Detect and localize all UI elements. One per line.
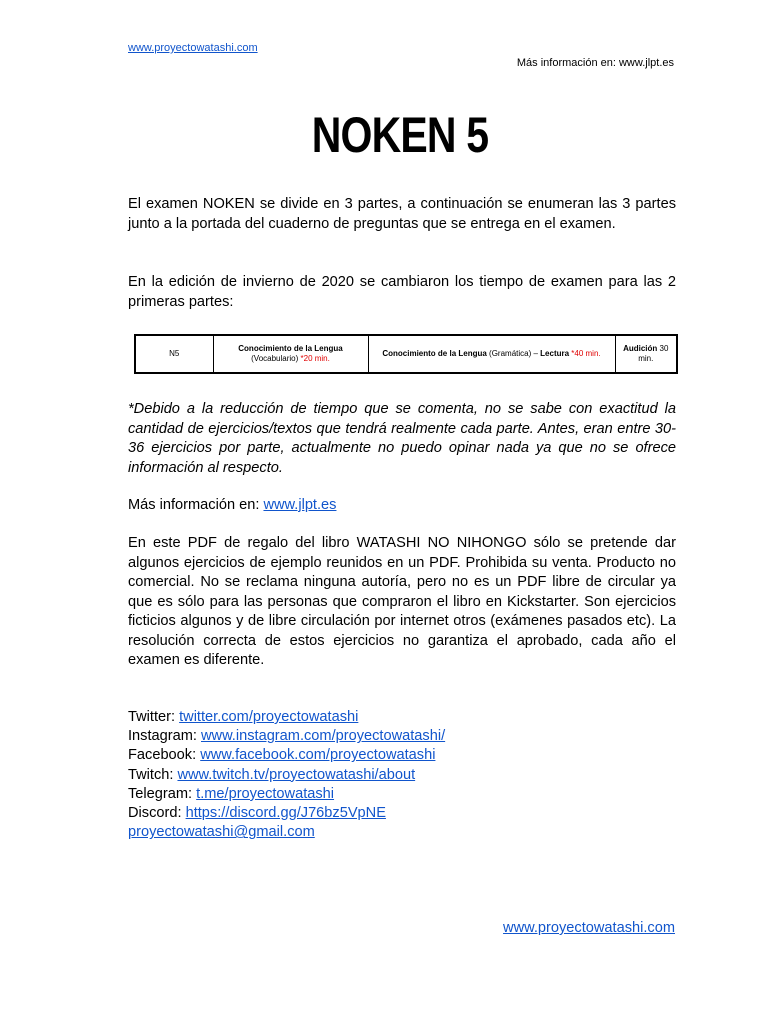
cell-red-time: *20 min. [300, 354, 330, 363]
facebook-link[interactable]: www.facebook.com/proyectowatashi [200, 747, 436, 764]
telegram-link[interactable]: t.me/proyectowatashi [196, 785, 335, 802]
cell-normal-text: 30 min. [638, 344, 669, 363]
change-paragraph: En la edición de invierno de 2020 se cambiaron los tiempo de examen para las 2 primeras partes: [128, 274, 676, 310]
table-cell-listening [615, 335, 677, 373]
cell-bold-text: Conocimiento de la Lengua [382, 349, 487, 358]
table-row [135, 335, 677, 373]
twitch-link[interactable]: www.twitch.tv/proyectowatashi/about [177, 766, 416, 783]
contact-instagram [128, 727, 445, 746]
contact-twitter [128, 708, 445, 727]
note-paragraph: *Debido a la reducción de tiempo que se comenta, no se sabe con exactitud la cantidad de ejercicios/textos que tendrá realmente cada parte. Antes, eran entre 30-36 ejercicios por parte, actualmente no puedo opinar nada ya que no se ofrece información al respecto. [128, 401, 676, 476]
jlpt-link[interactable]: www.jlpt.es [263, 497, 337, 513]
contact-email [128, 823, 445, 842]
contact-list [128, 708, 445, 842]
cell-normal-text: (Vocabulario) [251, 354, 301, 363]
twitter-link[interactable]: twitter.com/proyectowatashi [179, 709, 359, 725]
instagram-link[interactable]: www.instagram.com/proyectowatashi/ [201, 728, 446, 745]
page-title: NOKEN 5 [311, 107, 489, 163]
cell-bold-text: Conocimiento de la Lengua [238, 344, 343, 353]
email-link[interactable]: proyectowatashi@gmail.com [128, 824, 315, 841]
table-cell-vocabulary [213, 335, 368, 373]
contact-label: Twitch: [128, 766, 178, 783]
cell-bold-text: Audición [623, 344, 658, 353]
disclaimer-paragraph: En este PDF de regalo del libro WATASHI NO NIHONGO sólo se pretende dar algunos ejercicios de ejemplo reunidos en un PDF. Prohibida su venta. Producto no comercial. No se reclama ninguna autoría, pero no es un PDF libre de circular ya que es sólo para las personas que compraron el libro en Kickstarter. Son ejercicios ficticios algunos y de libre circulación por internet otros (exámenes pasados etc). La resolución correcta de estos ejercicios no garantiza el aprobado, cada año el examen es diferente. [128, 535, 676, 668]
contact-label: Telegram: [128, 785, 197, 802]
contact-label: Twitter: [128, 709, 180, 725]
more-info-line [128, 496, 676, 516]
contact-label: Instagram: [128, 728, 201, 745]
contact-label: Facebook: [128, 747, 201, 764]
cell-red-time: *40 min. [569, 349, 601, 358]
exam-times-table [134, 334, 678, 374]
contact-label: Discord: [128, 805, 186, 822]
footer-site-link[interactable]: www.proyectowatashi.com [503, 920, 675, 936]
contact-twitch [128, 766, 445, 785]
contact-telegram [128, 785, 445, 804]
table-cell-grammar-reading [368, 335, 615, 373]
cell-bold-text-2: Lectura [540, 349, 570, 358]
contact-discord [128, 804, 445, 823]
more-info-label: Más información en: [128, 497, 264, 513]
cell-normal-text: (Gramática) – [486, 349, 541, 358]
contact-facebook [128, 746, 445, 765]
table-cell-level: N5 [135, 335, 213, 373]
header-site-link[interactable]: www.proyectowatashi.com [128, 42, 258, 54]
discord-link[interactable]: https://discord.gg/J76bz5VpNE [185, 805, 386, 822]
header-info-text: Más información en: www.jlpt.es [516, 57, 674, 69]
intro-paragraph: El examen NOKEN se divide en 3 partes, a continuación se enumeran las 3 partes junto a la portada del cuaderno de preguntas que se entrega en el examen. [128, 196, 676, 232]
